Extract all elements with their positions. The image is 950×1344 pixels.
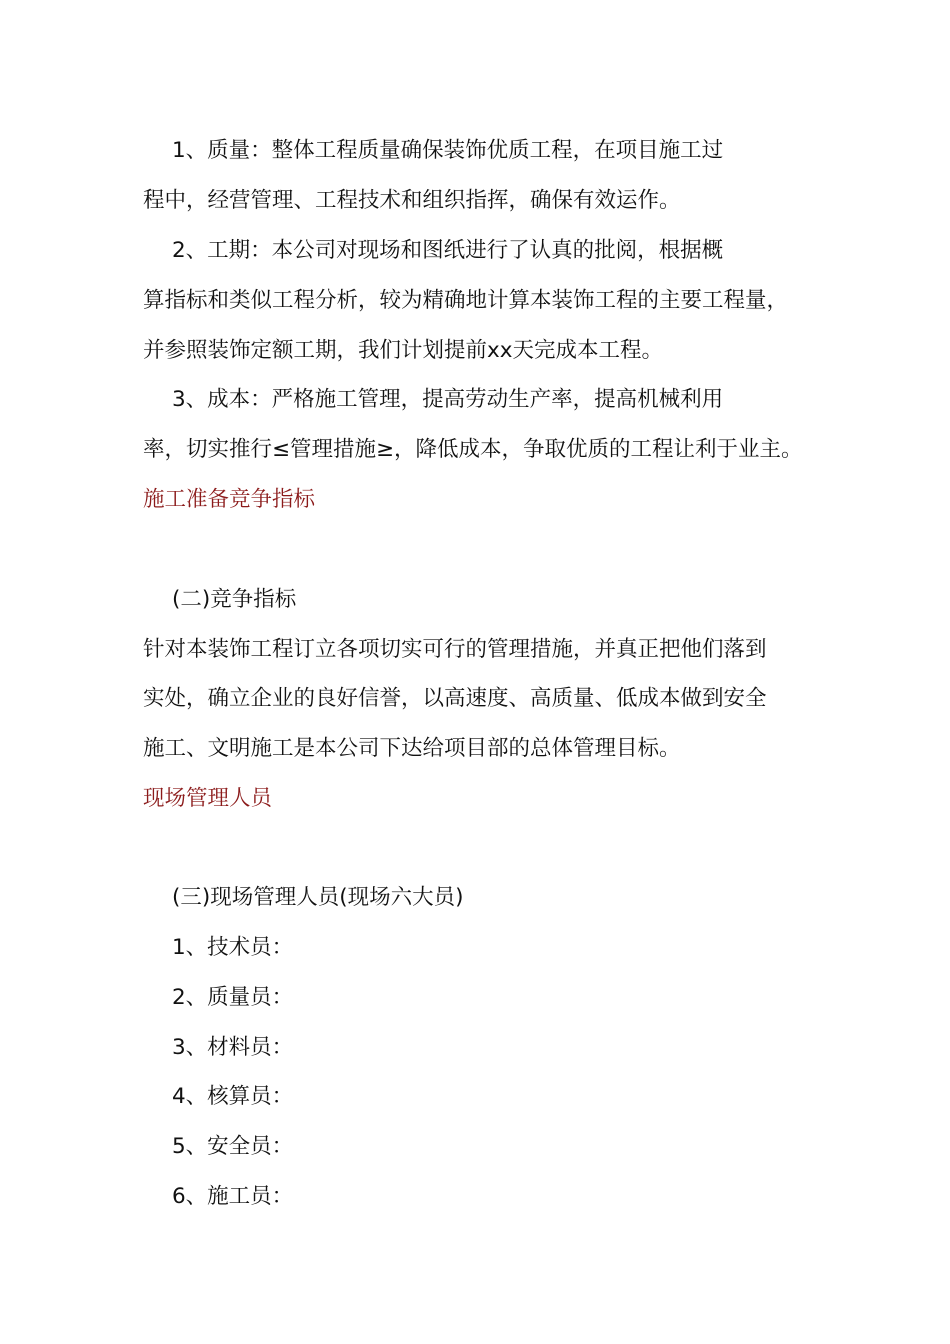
subsection-title-site-staff: (三)现场管理人员(现场六大员)	[172, 885, 464, 910]
schedule-paragraph-line-3: 并参照装饰定额工期，我们计划提前xx天完成本工程。	[143, 338, 663, 363]
staff-item-safety-officer: 5、安全员：	[172, 1134, 294, 1159]
cost-paragraph-line-2: 率，切实推行≤管理措施≥，降低成本，争取优质的工程让利于业主。	[143, 437, 803, 462]
quality-paragraph-line-1: 1、质量：整体工程质量确保装饰优质工程，在项目施工过	[172, 138, 724, 163]
staff-item-materials-officer: 3、材料员：	[172, 1035, 294, 1060]
staff-item-construction-officer: 6、施工员：	[172, 1184, 294, 1209]
competition-paragraph-line-3: 施工、文明施工是本公司下达给项目部的总体管理目标。	[143, 736, 681, 761]
competition-paragraph-line-2: 实处，确立企业的良好信誉，以高速度、高质量、低成本做到安全	[143, 686, 767, 711]
schedule-paragraph-line-2: 算指标和类似工程分析，较为精确地计算本装饰工程的主要工程量，	[143, 288, 789, 313]
cost-paragraph-line-1: 3、成本：严格施工管理，提高劳动生产率，提高机械利用	[172, 387, 724, 412]
schedule-paragraph-line-1: 2、工期：本公司对现场和图纸进行了认真的批阅，根据概	[172, 238, 724, 263]
section-heading-site-staff: 现场管理人员	[143, 786, 273, 811]
subsection-title-competition: (二)竞争指标	[172, 587, 297, 612]
quality-paragraph-line-2: 程中，经营管理、工程技术和组织指挥，确保有效运作。	[143, 188, 681, 213]
staff-item-quality-inspector: 2、质量员：	[172, 985, 294, 1010]
competition-paragraph-line-1: 针对本装饰工程订立各项切实可行的管理措施，并真正把他们落到	[143, 637, 767, 662]
section-heading-competition: 施工准备竞争指标	[143, 487, 316, 512]
staff-item-cost-accountant: 4、核算员：	[172, 1084, 294, 1109]
staff-item-technician: 1、技术员：	[172, 935, 294, 960]
